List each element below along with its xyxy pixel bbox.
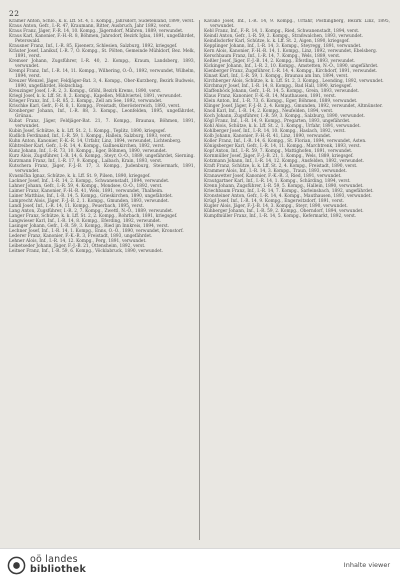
register-entry: Lang Anton, Zugsführer, I.-R. 2, 7. Kompg., Zwettl, N.-Ö., 1889, verwundet. — [9, 209, 174, 214]
register-entry: Krammer Alois, Inf., I.-R. 14, 3. Kompg., Traun, 1893, verwundet. — [204, 169, 347, 174]
register-entry: Keßler Josef, Jäger, F.-J.-B. 14, 2. Kompg., Eferding, 1893, verwundet. — [204, 59, 356, 64]
register-entry: Krügl Josef, Inf., I.-R. 14, 9. Kompg., Engerwitzdorf, 1891, verst. — [204, 199, 345, 204]
register-entry: Kohlberger Josef, Inf., I.-R. 14, 10. Kompg., Haslach, 1892, verst. — [204, 129, 346, 134]
register-entry: Lahner Johann, Gefr., I.-R. 59, 4. Kompg., Mondsee, O.-Ö., 1892, verst. — [9, 184, 163, 189]
page-number: 22 — [9, 9, 20, 18]
register-entry: Kickinger Johann, Inf., I.-R. 2, 10. Kompg., Amstetten, N.-Ö., 1890, ungefährdet. — [204, 64, 379, 69]
logo-text-line1: oö landes — [30, 554, 78, 565]
register-entry: Lamprecht Alois, Jäger, F.-J.-B. 2, 1. Kompg., Gmunden, 1893, verwundet. — [9, 199, 170, 204]
register-entry: Kotzmann Johann, Inf., I.-R. 14, 12. Kompg., Ansfelden, 1892, verwundet. — [204, 159, 365, 164]
register-entry: Kranawetter Josef, Kanonier, F.-K.-R. 3, Ried, 1891, verwundet. — [204, 174, 342, 179]
register-entry: Krieger Franz, Inf., I.-R. 85, 2. Kompg., Zell am See, 1892, verwundet. — [9, 99, 163, 104]
register-entry: Krausner Franz, Inf., I.-R. 85, Eisenerz, Schlesien, Salzburg, 1892, kriegsgef. — [9, 44, 178, 49]
register-entry: Klaffenböck Johann, Gefr., I.-R. 14, 5. Kompg., Grein, 1893, verwundet. — [204, 89, 360, 94]
register-entry: Kavallo Josef, Inf., I.-R. 14, 9. Kompg., Urfahr, Pöstlingberg, Bezirk Linz, 1895, verwundet. — [204, 19, 390, 29]
register-entry: Kubin Josef, Schütze, k. k. Lff. St. 2, 1. Kompg., Teplitz, 1890, kriegsgef. — [9, 129, 166, 134]
register-entry: Lasinger Johann, Gefr., I.-R. 59, 3. Kompg., Ried im Innkreis, 1894, verst. — [9, 224, 169, 229]
register-entry: Königsberger Karl, Gefr., I.-R. 14, 11. Kompg., Marchtrenk, 1893, verst. — [204, 144, 361, 149]
register-entry: Kurz Alois, Zugsführer, I.-R. 14, 6. Kompg., Steyr, O.-Ö., 1889, ungefährdet, Sierning. — [9, 154, 195, 159]
register-entry: Kudlich Ferdinand, Inf., I.-R. 59, 1. Kompg., Hallein, Salzburg, 1893, verst. — [9, 134, 173, 139]
register-entry: Kreuzer Wenzel, Jäger, Feldjäger-Bat. 3, 4. Kompg., Ober-Kurzberg, Bezirk Budweis, 1890, ungefährdet, Holzschlag. — [9, 79, 195, 89]
right-column — [204, 19, 390, 543]
register-entry: Lechner Josef, Inf., I.-R. 14, 1. Kompg., Enns, O.-Ö., 1890, verwundet, Kronstorf. — [9, 229, 184, 234]
register-entry: Laimer Franz, Kanonier, F.-H.-R. 41, Wels, 1891, verwundet, Thalheim. — [9, 189, 164, 194]
register-entry: Kolb Johann, Kanonier, F.-H.-R. 41, Linz, 1890, verwundet. — [204, 134, 332, 139]
register-entry: Klinger Josef, Jäger, F.-J.-B. 2, 4. Kompg., Gmunden, 1892, verwundet, Altmünster. — [204, 104, 383, 109]
register-entry: Leitner Franz, Inf., I.-R. 59, 6. Kompg., Vöcklabruck, 1890, verwundet. — [9, 249, 163, 254]
register-entry: Lederer Franz, Kanonier, F.-K.-R. 3, Freistadt, 1893, ungefährdet. — [9, 234, 153, 239]
register-entry: Kraus Anton, Gefr., I.-R. 47, Kraumann, Ritter, Ausbruch, Jahr 1892, verst. — [9, 24, 172, 29]
register-entry: Kramer Anton, Schlo., k. k. Lff. St. 4, 1. Kompg., Jahrsdorf, Sudetenland, 1899, verst. — [9, 19, 195, 24]
register-entry: Kirchmayr Josef, Inf., I.-R. 14, 8. Kompg., Bad Hall, 1890, kriegsgef. — [204, 84, 352, 89]
left-column — [9, 19, 195, 543]
register-entry: Kriegl Josef, k. k. Lff. St. 8, 2. Kompg., Kapellen, Mühlviertel, 1891, verwundet. — [9, 94, 182, 99]
register-entry: Kräuter Josef, Lanikuf, I.-R. 7, Ö. Kompg., St. Pölten, Gemeinde Mühldorf, Bez. Melk, 1891, verst. — [9, 49, 195, 59]
register-entry: Kvasnička Ignaz, Schütze, k. k. Lff. St. 9, Pilsen, 1890, kriegsgef. — [9, 174, 151, 179]
register-entry: Kepplinger Johann, Inf., I.-R. 14, 3. Kompg., Steyregg, 1891, verwundet. — [204, 44, 362, 49]
register-entry: Langwieser Karl, Inf., I.-R. 14, 8. Kompg., Eferding, 1892, verwundet. — [9, 219, 162, 224]
register-entry: Kronberger Johann, Inf., I.-R. 88, 3. Kompg., Leonfelden, 1895, ungefährdet, Grünau. — [9, 109, 195, 119]
register-entry: Lackner Josef, Inf., I.-R. 14, 2. Kompg., Schwanenstadt, 1894, verwundet. — [9, 179, 170, 184]
viewer-label: Inhalte viewer — [343, 561, 390, 569]
register-entry: Kerschbaum Franz, Inf., I.-R. 14, 7. Kompg., Wels, 1889, verst. — [204, 54, 341, 59]
register-entry: Klaus Franz, Kanonier, F.-K.-R. 14, Mauthausen, 1891, verst. — [204, 94, 337, 99]
register-entry: Krischke Karl, Gefr., F.-R. 8, 1. Kompg., Freistadt, Oberösterreich, 1893, verst. — [9, 104, 181, 109]
register-entry: Kern Alois, Kanonier, F.-H.-R. 14, 1. Kompg., Linz, 1892, verwundet, Ebelsberg. — [204, 49, 378, 54]
register-entry: Kopf Anton, Inf., I.-R. 59, 7. Kompg., Mattighofen, 1891, verwundet. — [204, 149, 353, 154]
logo-text-line2: bibliothek — [30, 564, 86, 575]
register-entry: Krautgartner Karl, Inf., I.-R. 14, 1. Kompg., Schärding, 1894, verst. — [204, 179, 351, 184]
register-entry: Kuhn Anton, Kanonier, F.-K.-R. 14, Urfahr, Linz, 1894, verwundet, Lichtenberg. — [9, 139, 182, 144]
register-entry: Kubat Franz, Jäger, Feldjäger-Bat. 21, 7. Kompg., Braunau, Böhmen, 1891, verwundet. — [9, 119, 195, 129]
register-entry: Kutschera Franz, Jäger, F.-J.-B. 17, 3. Kompg., Judenburg, Steiermark, 1891, verwundet. — [9, 164, 195, 174]
register-entry: Lehner Alois, Inf., I.-R. 14, 12. Kompg., Perg, 1891, verwundet. — [9, 239, 147, 244]
register-entry: Krempl Franz, Inf., I.-R. 14, 11. Kompg., Wilhering, O.-Ö., 1892, verwundet, Wilhelm, 1894, verst. — [9, 69, 195, 79]
library-logo-icon — [7, 556, 26, 575]
register-entry: Kreuzinger Josef, I.-R. 2, 3. Kompg., Gföhl, Bezirk Krems, 1890, verst. — [9, 89, 162, 94]
register-entry: Kebl Franz, Inf., F.-R. 14, 1. Kompg., Ried, Schwanenstadt, 1894, verst. — [204, 29, 360, 34]
register-entry: Kühberger Johann, Inf., I.-R. 59, 2. Kompg., Oberndorf, 1894, verwundet. — [204, 209, 364, 214]
register-entry: Kühtreiber Karl, Gefr., I.-R. 14, 4. Kompg., Gallneukirchen, 1892, verst. — [9, 144, 165, 149]
register-entry: Leibetseder Johann, Jäger, F.-J.-B. 21, Ottensheim, 1892, verst. — [9, 244, 146, 249]
register-entry: Kriechbaum Franz, Inf., I.-R. 14, 7. Kompg., Sarleinsbach, 1892, ungefährdet. — [204, 189, 374, 194]
viewer-footer — [0, 548, 400, 583]
library-logo[interactable] — [7, 555, 86, 575]
register-entry: Kraus Franz, Jäger, F.-R. 14, 10. Kompg., Jägerndorf, Mähren, 1889, verwundet. — [9, 29, 184, 34]
register-entry: Kohl Alois, Schütze, k. k. Lff. St. 2, 1. Kompg., Urfahr, 1891, verwundet. — [204, 124, 361, 129]
register-entry: Landl Josef, Inf., I.-R. 14, 11. Kompg., Peuerbach, 1895, verst. — [9, 204, 144, 209]
register-entry: Kienberger Franz, Zugsführer, I.-R. 14, 4. Kompg., Kirchdorf, 1891, verwundet. — [204, 69, 378, 74]
register-entry: Kraft Franz, Schütze, k. k. Lff. St. 2, 4. Kompg., Freistadt, 1890, verst. — [204, 164, 358, 169]
register-entry: Langer Franz, Schütze, k. k. Lff. St. 2, 2. Kompg., Rohrbach, 1891, kriegsgef. — [9, 214, 178, 219]
register-entry: Kumpfmüller Franz, Inf., I.-R. 14, 5. Kompg., Kefermarkt, 1892, verst. — [204, 214, 357, 219]
register-entry: Kremser Johann, Zugsführer, I.-R. 40, 2. Kompg., Kraum, Landsberg, 1893, verwundet. — [9, 59, 195, 69]
register-entry: Klein Anton, Inf., I.-R. 73, 6. Kompg., Eger, Böhmen, 1889, verwundet. — [204, 99, 358, 104]
register-entry: Knoll Karl, Inf., I.-R. 14, 2. Kompg., Neufelden, 1894, verst. — [204, 109, 334, 114]
register-entry: Kugler Alois, Jäger, F.-J.-B. 14, 3. Kompg., Steyr, 1890, verwundet. — [204, 204, 348, 209]
register-entry: Kunz Johann, Inf., I.-R. 73, 10. Kompg., Eger, Böhmen, 1890, verwundet. — [9, 149, 168, 154]
register-entry: Kinast Karl, Inf., I.-R. 59, 1. Kompg., Braunau am Inn, 1894, verst. — [204, 74, 349, 79]
register-entry: Krenn Johann, Zugsführer, I.-R. 59, 5. Kompg., Hallein, 1890, verwundet. — [204, 184, 364, 189]
register-entry: Keindl Anton, Gefr., I.-R. 59, 2. Kompg., Straßwalchen, 1893, verwundet. — [204, 34, 363, 39]
register-entry: Keindlsdorfer Karl, Schütze, k. k. Lff. St. 2, Aigen, 1890, kriegsgef. — [204, 39, 350, 44]
register-entry: Kronsteiner Anton, Gefr., I.-R. 14, 4. Kompg., Mauthausen, 1893, verwundet. — [204, 194, 372, 199]
register-entry: Koch Johann, Zugsführer, I.-R. 59, 3. Kompg., Salzburg, 1890, verwundet. — [204, 114, 365, 119]
register-entry: Kirchberger Alois, Schütze, k. k. Lff. St. 2, 3. Kompg., Leonding, 1892, verwundet. — [204, 79, 384, 84]
register-entry: Kurzmann Franz, Inf., I.-R. 17, 9. Kompg., Laibach, Krain, 1893, verst. — [9, 159, 163, 164]
column-divider — [199, 20, 200, 540]
register-entry: Koller Franz, Inf., I.-R. 14, 6. Kompg., St. Florian, 1894, verwundet, Asten. — [204, 139, 367, 144]
register-entry: Kornmüller Josef, Jäger, F.-J.-B. 21, 1. Kompg., Wels, 1889, kriegsgef. — [204, 154, 354, 159]
register-entry: Lainer Matthias, Inf., I.-R. 14, 5. Kompg., Grieskirchen, 1890, ungefährdet. — [9, 194, 173, 199]
register-entry: Kraus Karl, Kanonier, F.-H.-R. 8, Böhmen, Jahrsdorf, Bezirk Iglau, 1891, ungefährdet, Peterswald. — [9, 34, 195, 44]
register-entry: Kögl Franz, Inf., I.-R. 14, 9. Kompg., Pregarten, 1893, ungefährdet. — [204, 119, 351, 124]
